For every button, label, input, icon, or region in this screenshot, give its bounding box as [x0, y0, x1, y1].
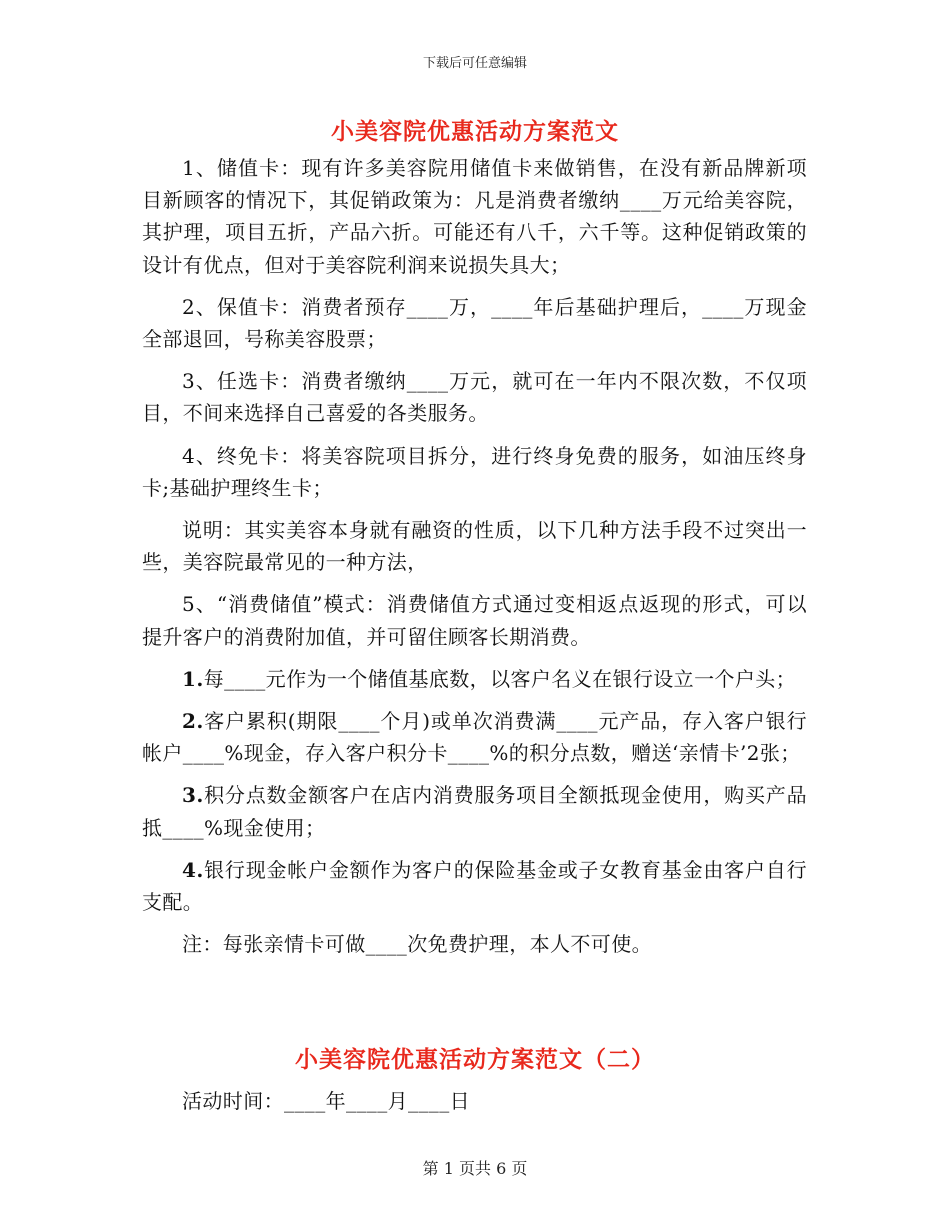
step-number: 1. — [182, 666, 204, 691]
paragraph-optional-card: 3、任选卡：消费者缴纳____万元，就可在一年内不限次数，不仅项目，不间来选择自己喜爱的各类服务。 — [142, 369, 807, 426]
step-item — [142, 779, 807, 843]
paragraph-note: 注：每张亲情卡可做____次免费护理，本人不可使。 — [182, 932, 652, 957]
step-number: 4. — [182, 857, 204, 882]
activity-time: 活动时间：____年____月____日 — [182, 1089, 470, 1113]
section-2-body — [142, 1085, 807, 1117]
paragraph-value-preserve-card: 2、保值卡：消费者预存____万，____年后基础护理后，____万现金全部退回，号称美容股票； — [142, 294, 807, 352]
step-text: 银行现金帐户金额作为客户的保险基金或子女教育基金由客户自行支配。 — [142, 857, 807, 915]
paragraph-stored-value-card: 1、储值卡：现有许多美容院用储值卡来做销售，在没有新品牌新项目新顾客的情况下，其促销政策为：凡是消费者缴纳____万元给美容院，其护理，项目五折，产品六折。可能还有八千，六千等。这种促销政策的设计有优点，但对于美容院利润来说损失具大； — [142, 156, 807, 277]
step-text: 客户累积(期限____个月)或单次消费满____元产品，存入客户银行帐户____%现金，存入客户积分卡____%的积分点数，赠送‘亲情卡’2张； — [142, 709, 807, 766]
step-item — [142, 705, 807, 769]
step-text: 积分点数金额客户在店内消费服务项目全额抵现金使用，购买产品抵____%现金使用； — [142, 783, 807, 840]
paragraph-consumption-storage: 5、“消费储值”模式：消费储值方式通过变相返点返现的形式，可以提升客户的消费附加值，并可留住顾客长期消费。 — [142, 592, 807, 649]
section-title-2: 小美容院优惠活动方案范文（二） — [295, 1046, 655, 1073]
header-note: 下载后可任意编辑 — [422, 56, 527, 71]
document-body — [142, 152, 807, 970]
page-footer: 第 1 页共 6 页 — [422, 1159, 528, 1178]
paragraph-explanation: 说明：其实美容本身就有融资的性质，以下几种方法手段不过突出一些，美容院最常见的一种方法， — [142, 518, 807, 575]
document-title: 小美容院优惠活动方案范文 — [331, 118, 619, 145]
step-number: 3. — [182, 783, 204, 808]
paragraph-lifetime-free-card: 4、终免卡：将美容院项目拆分，进行终身免费的服务，如油压终身卡;基础护理终生卡； — [142, 443, 807, 500]
step-item — [142, 854, 807, 918]
step-number: 2. — [182, 709, 204, 734]
step-text: 每____元作为一个储值基底数，以客户名义在银行设立一个户头； — [203, 666, 797, 691]
step-item — [142, 663, 807, 695]
